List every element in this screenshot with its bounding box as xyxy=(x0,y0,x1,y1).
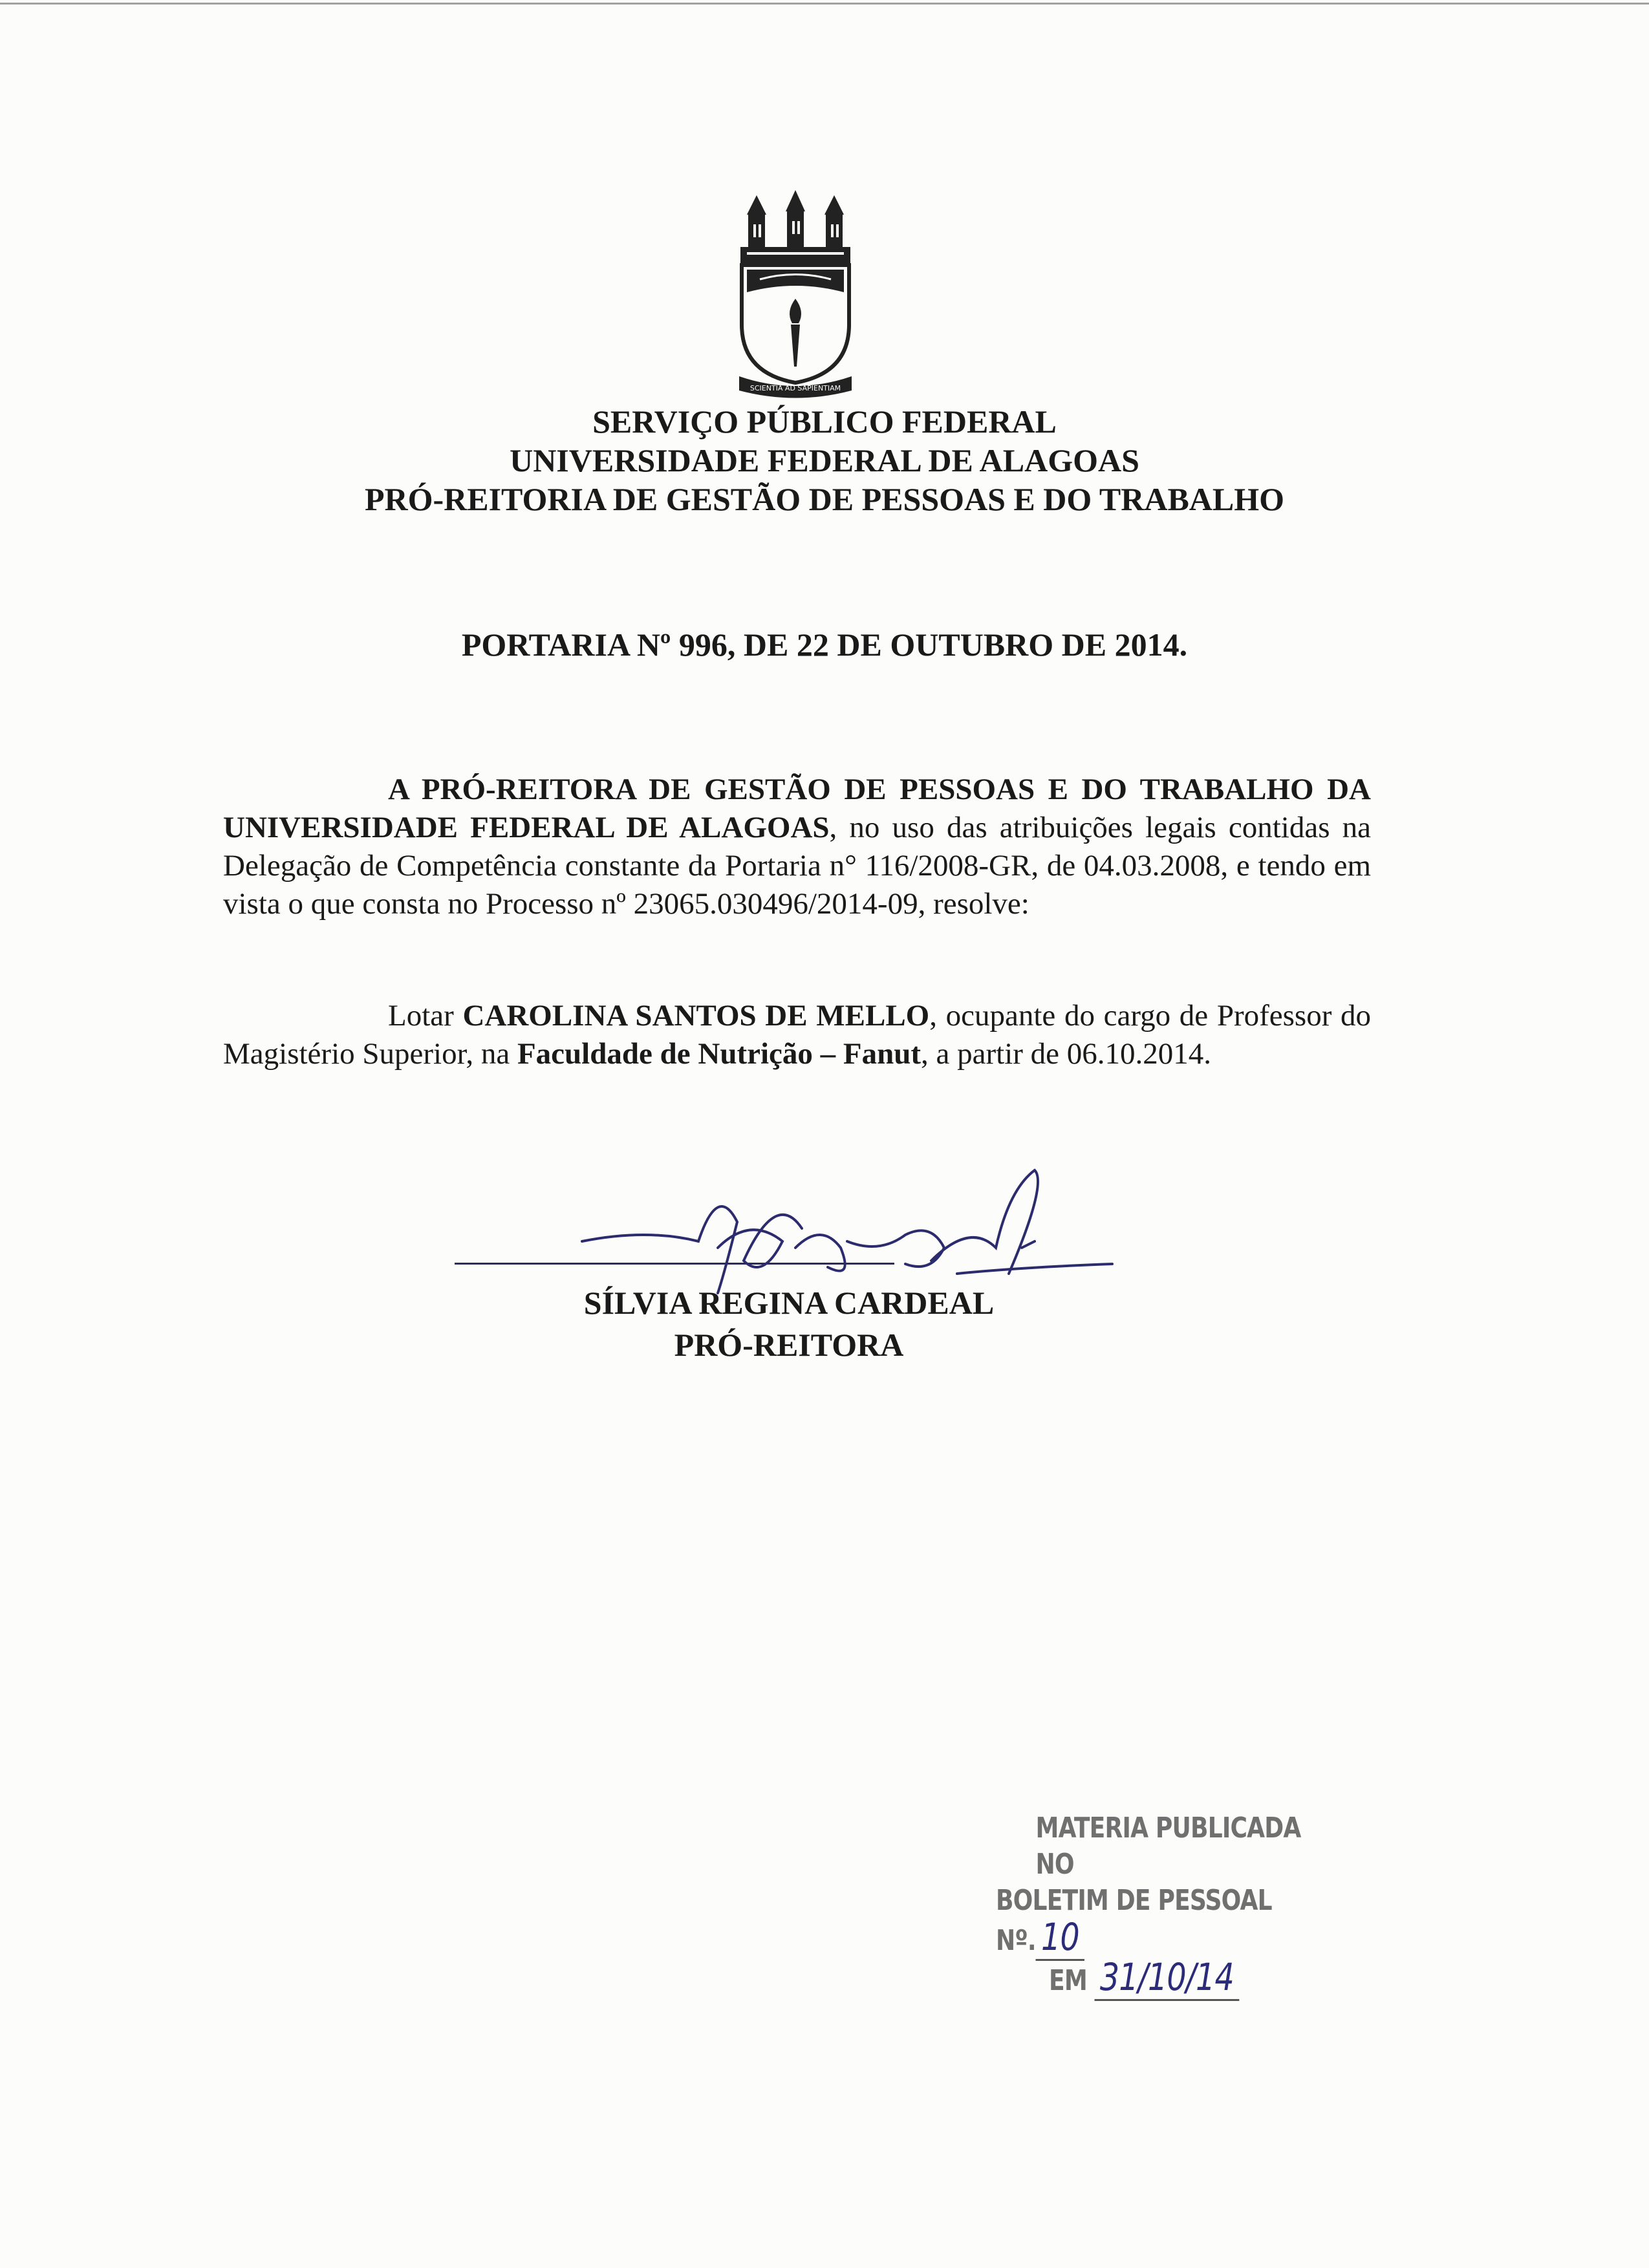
university-crest-icon xyxy=(734,189,857,402)
employee-name: CAROLINA SANTOS DE MELLO xyxy=(462,999,930,1032)
stamp-line-3 xyxy=(1049,1955,1314,1999)
stamp-line-2 xyxy=(996,1883,1314,1959)
publication-stamp xyxy=(996,1810,1314,1999)
paragraph-resolution xyxy=(223,997,1371,1073)
portaria-title: PORTARIA Nº 996, DE 22 DE OUTUBRO DE 2014. xyxy=(461,626,1188,663)
crest-motto: SCIENTIA AD SAPIENTIAM xyxy=(749,384,841,392)
stamp-bulletin-number: 10 xyxy=(1036,1915,1084,1961)
stamp-date: 31/10/14 xyxy=(1095,1955,1239,2001)
resolution-text-3: , a partir de 06.10.2014. xyxy=(921,1037,1212,1071)
header-line-2: UNIVERSIDADE FEDERAL DE ALAGOAS xyxy=(510,442,1139,478)
header-line-3: PRÓ-REITORIA DE GESTÃO DE PESSOAS E DO TRABALHO xyxy=(364,481,1285,517)
preamble-text: , no uso das atribuições legais contidas na Delegação de Competência constante da Portaria n° 116/2008-GR, de 04.03.2008, e tendo em vista o que consta no Processo nº 23065.030496/2014-09, resolve: xyxy=(223,811,1371,921)
paragraph-preamble xyxy=(223,771,1371,923)
signer-name: SÍLVIA REGINA CARDEAL xyxy=(583,1285,995,1321)
resolution-text-1: Lotar xyxy=(388,999,463,1032)
scan-edge-line xyxy=(0,3,1649,5)
resolution-text-2: , ocupante do cargo de Professor do Magistério Superior, na xyxy=(223,999,1372,1071)
faculty-name: Faculdade de Nutrição – Fanut xyxy=(517,1037,921,1071)
header-line-1: SERVIÇO PÚBLICO FEDERAL xyxy=(592,403,1057,440)
preamble-authority: A PRÓ-REITORA DE GESTÃO DE PESSOAS E DO TRABALHO DA UNIVERSIDADE FEDERAL DE ALAGOAS xyxy=(223,773,1371,844)
stamp-date-label: EM xyxy=(1049,1964,1087,1997)
stamp-line-1: MATERIA PUBLICADA NO xyxy=(1035,1812,1301,1881)
stamp-bulletin-label: BOLETIM DE PESSOAL Nº. xyxy=(996,1884,1272,1957)
signer-role: PRÓ-REITORA xyxy=(674,1327,904,1363)
